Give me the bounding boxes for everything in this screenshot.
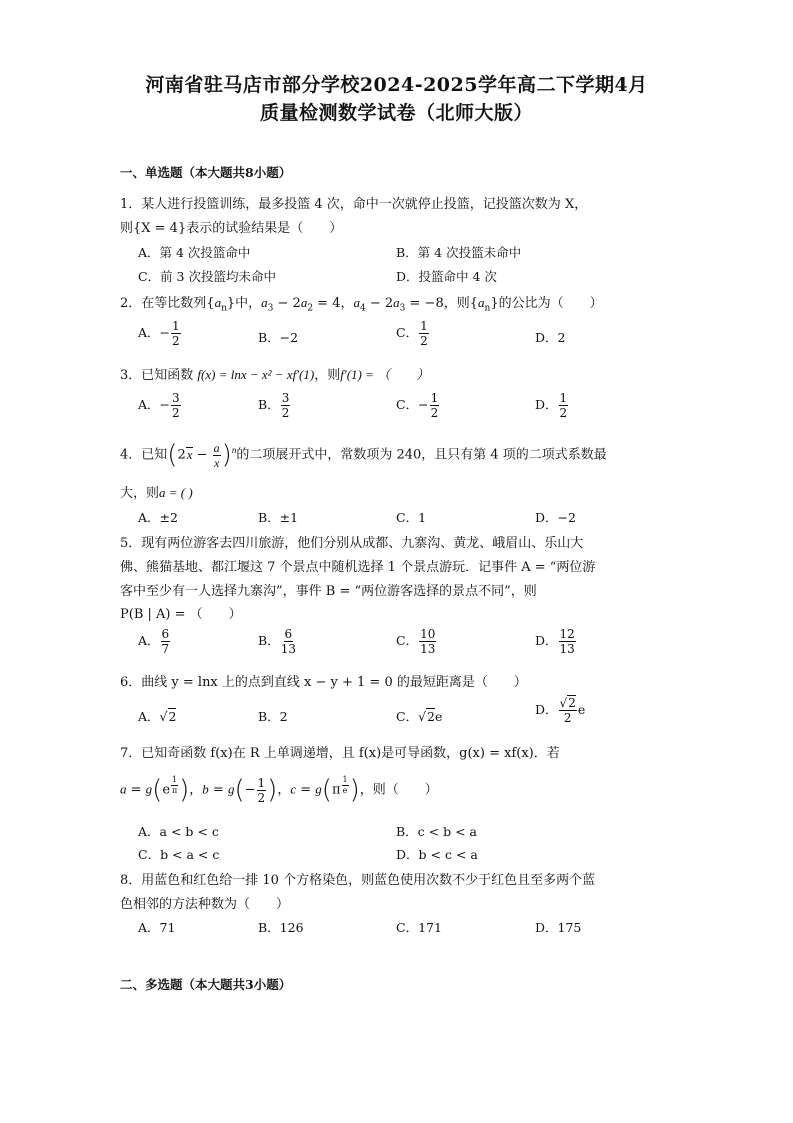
q4-option-b: B．±1 [258, 510, 299, 525]
q3-option-d: D． $\frac{1}{2}$ [535, 391, 568, 420]
q2-option-a: A．− $\frac{1}{2}$ [138, 319, 180, 348]
q4-option-c: C．1 [396, 510, 427, 525]
q2-option-b: B．−2 [258, 330, 299, 345]
q6-option-c: C．√2e [396, 709, 443, 724]
q5-stem-line3: 客中至少有一人选择九寨沟”，事件 B = “两位游客选择的景点不同”，则 [120, 584, 537, 599]
q8-option-d: D．175 [535, 920, 582, 935]
q2-option-d: D．2 [535, 330, 566, 345]
q4-option-a: A．±2 [138, 510, 178, 525]
q1-option-a: A．第 4 次投篮命中 [138, 245, 251, 260]
q5-stem-line4: P(B | A) = （ ） [120, 607, 242, 622]
q6-stem: 6．曲线 y = lnx 上的点到直线 x − y + 1 = 0 的最短距离是（ ） [120, 675, 527, 690]
q7-stem-line2: a = g(e $^{\frac{1}{\pi}}$ )，b = g(− $\frac{1}{2}$ )，c = g(π $^{\frac{1}{e}}$ )，则（ ） [120, 775, 438, 805]
q8-option-c: C．171 [396, 920, 442, 935]
q3-option-b: B． $\frac{3}{2}$ [258, 391, 290, 420]
q4-stem-line2: 大，则a = ( ) [120, 485, 193, 501]
exam-title-line2: 质量检测数学试卷（北师大版） [259, 102, 533, 124]
q6-option-a: A．√2 [138, 709, 177, 724]
q3-option-c: C．− $\frac{1}{2}$ [396, 391, 439, 420]
section-single-choice-title: 一、单选题（本大题共8小题） [120, 165, 292, 180]
q7-option-c: C．b < a < c [138, 847, 220, 862]
q2-option-c: C． $\frac{1}{2}$ [396, 319, 428, 348]
q1-option-b: B．第 4 次投篮未命中 [396, 245, 522, 260]
q6-option-b: B．2 [258, 709, 288, 724]
q6-option-d: D． $\frac{√2}{2}$ e [535, 696, 586, 725]
q2-stem: 2．在等比数列$\{a_n\}$中，$a_3 - 2a_2 = 4$，$a_4 - 2a_3 = -8$，则$\{a_n\}$的公比为（ ） [120, 295, 603, 314]
q3-option-a: A．− $\frac{3}{2}$ [138, 391, 180, 420]
q8-option-b: B．126 [258, 920, 304, 935]
q5-option-b: B． $\frac{6}{13}$ [258, 627, 296, 656]
exam-title-line1: 河南省驻马店市部分学校2024-2025学年高二下学期4月 [145, 74, 648, 96]
q3-stem: 3．已知函数 f(x) = lnx − x² − xf′(1)，则f′(1) = （ ） [120, 367, 430, 383]
q7-option-a: A．a < b < c [138, 824, 219, 839]
q8-stem-line1: 8．用蓝色和红色给一排 10 个方格染色，则蓝色使用次数不少于红色且至多两个蓝 [120, 873, 596, 888]
q5-option-d: D． $\frac{12}{13}$ [535, 627, 575, 656]
q5-stem-line2: 佛、熊猫基地、都江堰这 7 个景点中随机选择 1 个景点游玩．记事件 A = “两位游 [120, 560, 596, 575]
section-multiple-choice-title: 二、多选题（本大题共3小题） [120, 977, 292, 992]
q1-option-d: D．投篮命中 4 次 [396, 269, 497, 284]
q4-stem-line1: 4．已知(2x − $\frac{a}{x}$ )$^n$的二项展开式中，常数项为 240，且只有第 4 项的二项式系数最 [120, 440, 607, 470]
q5-option-c: C． $\frac{10}{13}$ [396, 627, 436, 656]
q4-option-d: D．−2 [535, 510, 576, 525]
q8-stem-line2: 色相邻的方法种数为（ ） [120, 897, 290, 912]
q5-option-a: A． $\frac{6}{7}$ [138, 627, 170, 656]
q1-stem-line1: 1．某人进行投篮训练，最多投篮 4 次，命中一次就停止投篮，记投篮次数为 X， [120, 197, 588, 212]
q8-option-a: A．71 [138, 920, 176, 935]
q1-stem-line2: 则{X = 4}表示的试验结果是（ ） [120, 221, 343, 236]
q1-option-c: C．前 3 次投篮均未命中 [138, 269, 276, 284]
q7-option-d: D．b < c < a [396, 847, 478, 862]
q5-stem-line1: 5．现有两位游客去四川旅游，他们分别从成都、九寨沟、黄龙、峨眉山、乐山大 [120, 536, 584, 551]
q7-option-b: B．c < b < a [396, 824, 477, 839]
q7-stem-line1: 7．已知奇函数 f(x)在 R 上单调递增，且 f(x)是可导函数，g(x) = xf(x)．若 [120, 746, 560, 761]
